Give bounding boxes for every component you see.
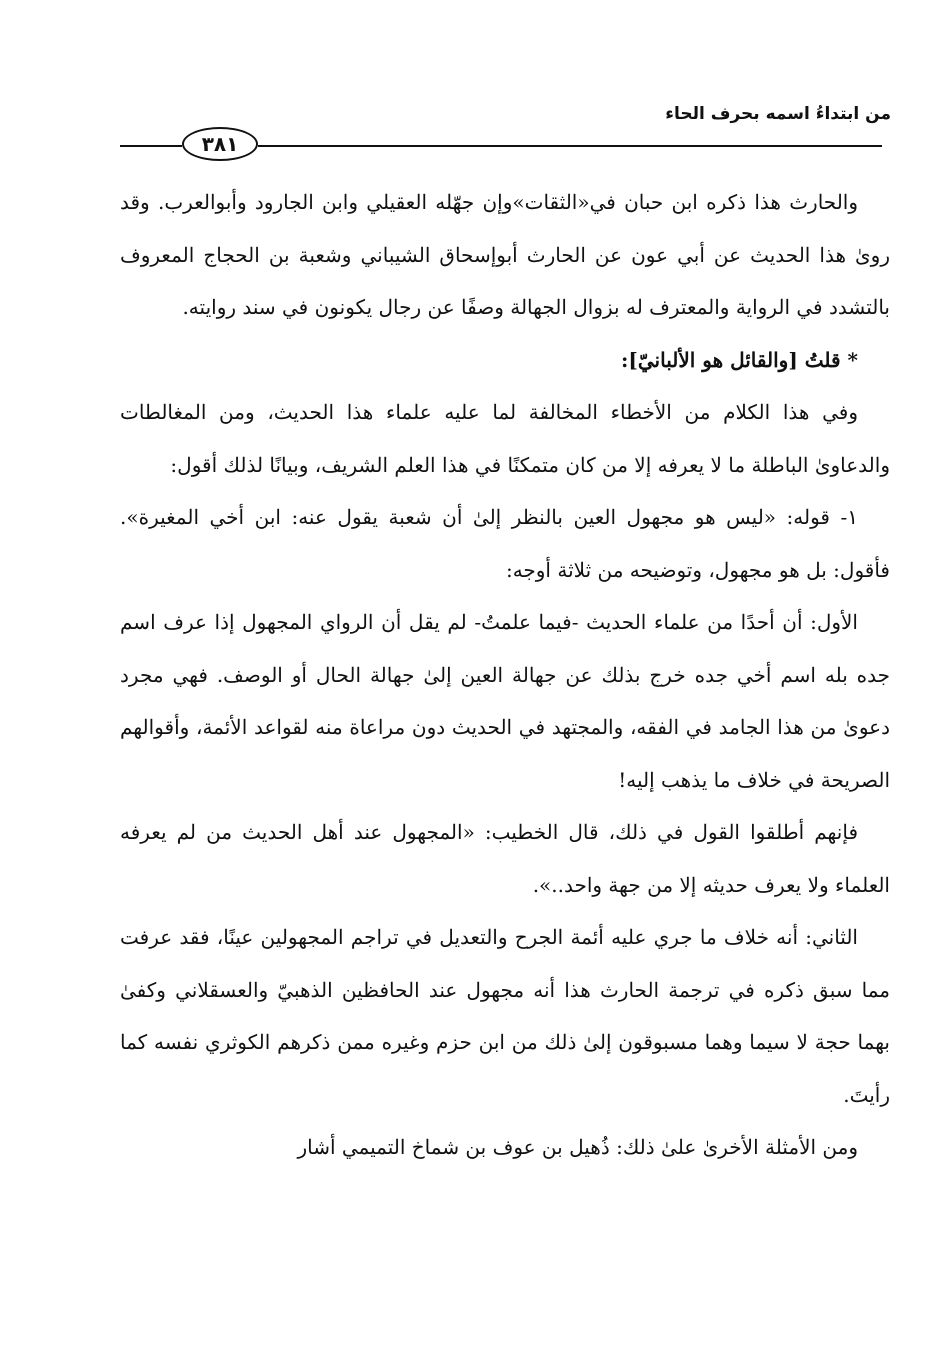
paragraph-1: والحارث هذا ذكره ابن حبان في«الثقات»وإن جهّله العقيلي وابن الجارود وأبوالعرب. وقد رویٰ هذا الحديث عن أبي عون عن الحارث أبوإسحاق الشيباني وشعبة بن الحجاج المعروف بالتشدد في الرواية والمعترف له بزوال الجهالة وصفًا عن رجال يكونون في سند روايته. — [120, 190, 890, 319]
paragraph-5: الأول: أن أحدًا من علماء الحديث -فيما علمتُ- لم يقل أن الرواي المجهول إذا عرف اسم جده بله اسم أخي جده خرج بذلك عن جهالة العين إلىٰ جهالة الحال أو الوصف. فهي مجرد دعویٰ من هذا الجامد في الفقه، والمجتهد في الحديث دون مراعاة منه لقواعد الأئمة، وأقوالهم الصريحة في خلاف ما يذهب إليه! — [120, 610, 890, 792]
page-number: ٣٨١ — [182, 127, 258, 161]
paragraph-2-note: * قلتُ [والقائل هو الألبانيّ]: — [621, 347, 858, 372]
running-title: من ابتداءُ اسمه بحرف الحاء — [665, 104, 891, 124]
paragraph-6: فإنهم أطلقوا القول في ذلك، قال الخطيب: «المجهول عند أهل الحديث من لم يعرفه العلماء ولا يعرف حديثه إلا من جهة واحد..». — [120, 820, 890, 897]
paragraph-3: وفي هذا الكلام من الأخطاء المخالفة لما عليه علماء هذا الحديث، ومن المغالطات والدعاویٰ الباطلة ما لا يعرفه إلا من كان متمكنًا في هذا العلم الشريف، وبيانًا لذلك أقول: — [120, 400, 890, 477]
header-rule-right — [258, 145, 882, 147]
page-body — [120, 176, 890, 1174]
paragraph-8: ومن الأمثلة الأخریٰ علیٰ ذلك: ذُهيل بن عوف بن شماخ التميمي أشار — [297, 1135, 858, 1159]
paragraph-4: ١- قوله: «ليس هو مجهول العين بالنظر إلىٰ أن شعبة يقول عنه: ابن أخي المغيرة». فأقول: بل هو مجهول، وتوضيحه من ثلاثة أوجه: — [120, 505, 890, 582]
paragraph-7: الثاني: أنه خلاف ما جري عليه أئمة الجرح والتعديل في تراجم المجهولين عينًا، فقد عرفت مما سبق ذكره في ترجمة الحارث هذا أنه مجهول عند الحافظين الذهبيّ والعسقلاني وكفیٰ بهما حجة لا سيما وهما مسبوقون إلیٰ ذلك من ابن حزم وغيره ممن ذكرهم الكوثري نفسه كما رأيتَ. — [120, 925, 890, 1107]
header-rule-left — [120, 145, 182, 147]
